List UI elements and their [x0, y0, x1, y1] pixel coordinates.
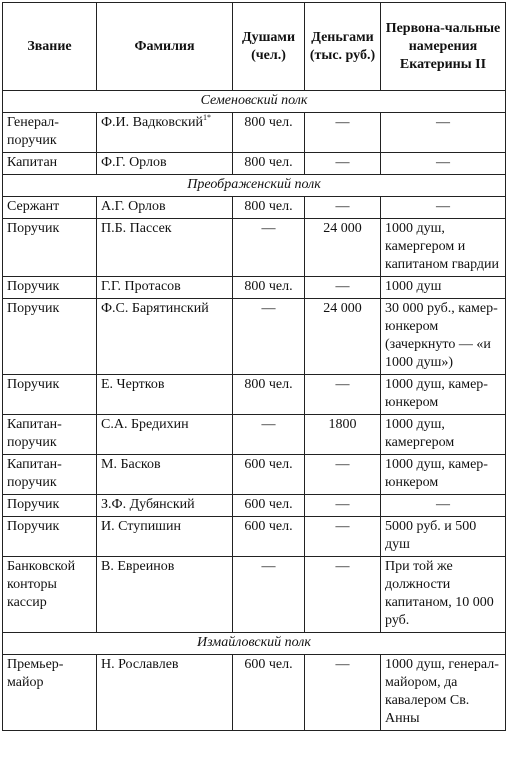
name-cell: Ф.С. Барятинский [97, 299, 233, 375]
intentions-cell: При той же должности капитаном, 10 000 руб. [381, 557, 506, 633]
intentions-cell: 1000 душ, камергером [381, 415, 506, 455]
header-row [3, 3, 506, 91]
name-cell: А.Г. Орлов [97, 197, 233, 219]
table-body [3, 91, 506, 731]
intentions-cell: 5000 руб. и 500 душ [381, 517, 506, 557]
name-cell: Г.Г. Протасов [97, 277, 233, 299]
rank-cell: Капитан [3, 153, 97, 175]
rank-cell: Поручик [3, 299, 97, 375]
souls-cell: — [233, 299, 305, 375]
money-cell: — [305, 557, 381, 633]
name-cell: И. Ступишин [97, 517, 233, 557]
rank-cell: Поручик [3, 375, 97, 415]
rank-cell: Капитан-поручик [3, 455, 97, 495]
money-cell: 24 000 [305, 299, 381, 375]
rank-cell: Сержант [3, 197, 97, 219]
name-cell: Н. Рославлев [97, 655, 233, 731]
footnote-mark: 1* [202, 113, 211, 122]
table-row [3, 557, 506, 633]
intentions-cell: — [381, 113, 506, 153]
intentions-cell: 1000 душ, камергером и капитаном гвардии [381, 219, 506, 277]
souls-cell: 600 чел. [233, 517, 305, 557]
intentions-cell: 1000 душ [381, 277, 506, 299]
table-row [3, 495, 506, 517]
money-cell: 24 000 [305, 219, 381, 277]
money-cell: — [305, 455, 381, 495]
table-row [3, 299, 506, 375]
table-row [3, 517, 506, 557]
table-row [3, 153, 506, 175]
section-title: Преображенский полк [3, 175, 506, 197]
souls-cell: 600 чел. [233, 455, 305, 495]
money-cell: — [305, 197, 381, 219]
intentions-cell: 30 000 руб., камер-юнкером (зачеркнуто — «и 1000 душ») [381, 299, 506, 375]
rank-cell: Поручик [3, 495, 97, 517]
intentions-cell: — [381, 153, 506, 175]
souls-cell: 600 чел. [233, 655, 305, 731]
intentions-cell: 1000 душ, камер-юнкером [381, 375, 506, 415]
souls-cell: 800 чел. [233, 277, 305, 299]
name-cell: М. Басков [97, 455, 233, 495]
section-title: Измайловский полк [3, 633, 506, 655]
money-cell: — [305, 655, 381, 731]
awards-table-container [2, 2, 506, 731]
money-cell: — [305, 113, 381, 153]
table-row [3, 277, 506, 299]
rank-cell: Поручик [3, 219, 97, 277]
table-row [3, 113, 506, 153]
money-cell: — [305, 153, 381, 175]
table-row [3, 375, 506, 415]
souls-cell: — [233, 557, 305, 633]
name-cell: Ф.Г. Орлов [97, 153, 233, 175]
name-cell: Е. Чертков [97, 375, 233, 415]
name-cell: П.Б. Пассек [97, 219, 233, 277]
souls-cell: 800 чел. [233, 375, 305, 415]
header-name: Фамилия [97, 3, 233, 91]
souls-cell: 800 чел. [233, 197, 305, 219]
rank-cell: Поручик [3, 517, 97, 557]
rank-cell: Генерал-поручик [3, 113, 97, 153]
rank-cell: Банковской конторы кассир [3, 557, 97, 633]
intentions-cell: 1000 душ, генерал-майором, да кавалером Св. Анны [381, 655, 506, 731]
table-row [3, 197, 506, 219]
section-row [3, 175, 506, 197]
awards-table [2, 2, 506, 731]
rank-cell: Премьер-майор [3, 655, 97, 731]
souls-cell: 800 чел. [233, 153, 305, 175]
money-cell: — [305, 495, 381, 517]
header-rank: Звание [3, 3, 97, 91]
name-text: Ф.И. Вадковский [101, 115, 203, 130]
name-cell: С.А. Бредихин [97, 415, 233, 455]
souls-cell: 800 чел. [233, 113, 305, 153]
money-cell: — [305, 277, 381, 299]
souls-cell: — [233, 219, 305, 277]
table-row [3, 455, 506, 495]
header-souls: Душами (чел.) [233, 3, 305, 91]
table-row [3, 219, 506, 277]
section-title: Семеновский полк [3, 91, 506, 113]
name-cell: В. Евреинов [97, 557, 233, 633]
name-cell: З.Ф. Дубянский [97, 495, 233, 517]
intentions-cell: — [381, 197, 506, 219]
header-money: Деньгами (тыс. руб.) [305, 3, 381, 91]
name-cell [97, 113, 233, 153]
money-cell: 1800 [305, 415, 381, 455]
money-cell: — [305, 517, 381, 557]
souls-cell: 600 чел. [233, 495, 305, 517]
money-cell: — [305, 375, 381, 415]
table-row [3, 415, 506, 455]
section-row [3, 91, 506, 113]
rank-cell: Поручик [3, 277, 97, 299]
rank-cell: Капитан-поручик [3, 415, 97, 455]
header-intentions: Первона-чальные намерения Екатерины II [381, 3, 506, 91]
intentions-cell: — [381, 495, 506, 517]
souls-cell: — [233, 415, 305, 455]
table-row [3, 655, 506, 731]
intentions-cell: 1000 душ, камер-юнкером [381, 455, 506, 495]
section-row [3, 633, 506, 655]
